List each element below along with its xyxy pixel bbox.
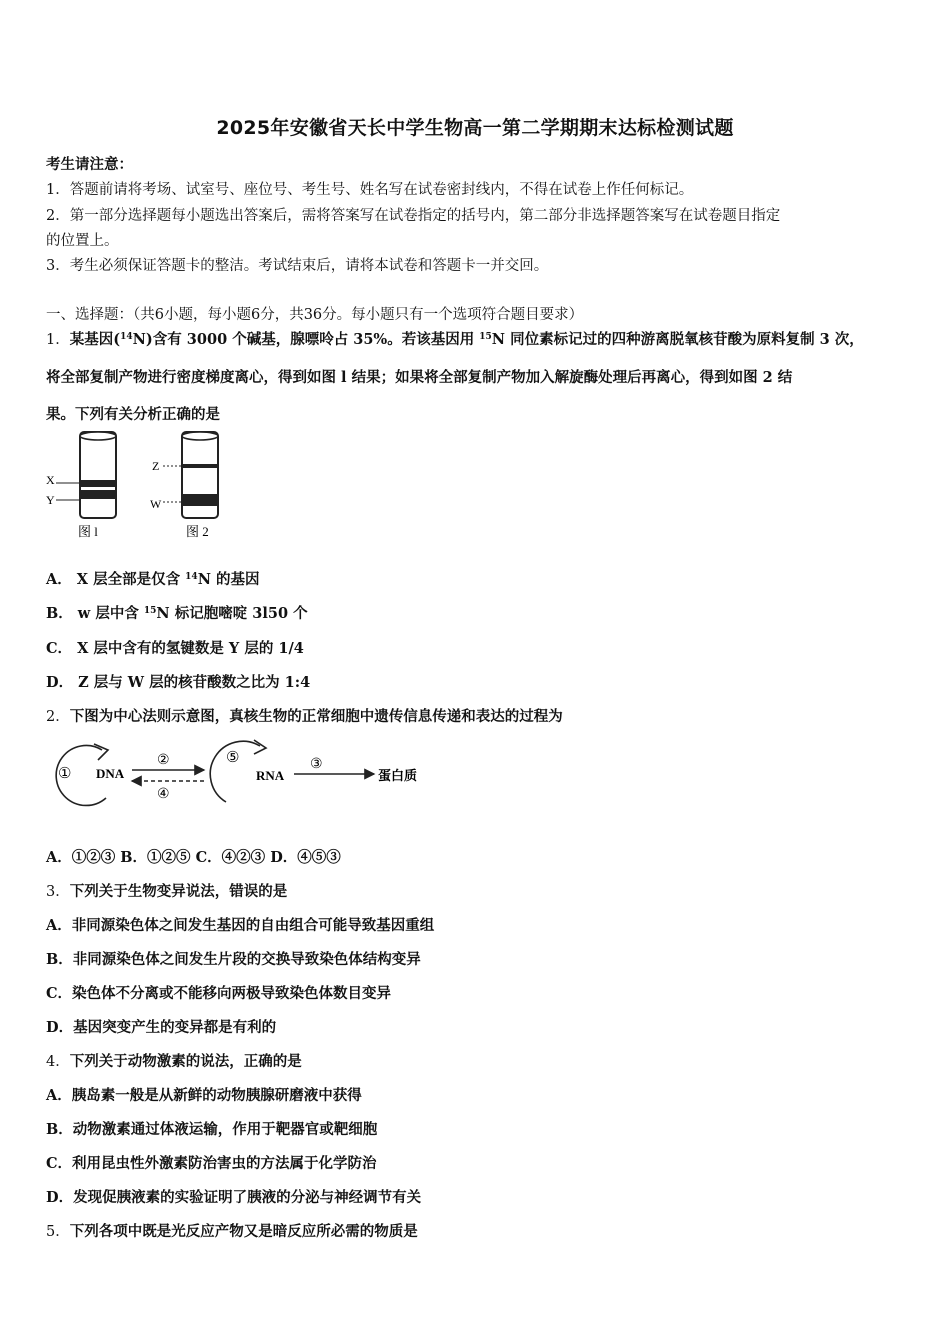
q4-option-c: C．利用昆虫性外激素防治害虫的方法属于化学防治 [46,1155,377,1172]
question-number: 1． [46,332,70,348]
q1-option-a [46,568,260,589]
question-number: 3． [46,884,70,900]
question-1-line-2: 将全部复制产物进行密度梯度离心，得到如图 l 结果；如果将全部复制产物加入解旋酶处理后再离心，得到如图 2 结 [46,369,793,386]
label-w: W [150,497,162,511]
figure-1-caption: 图 l [78,524,98,539]
question-number: 2． [46,709,70,725]
q3-option-c: C．染色体不分离或不能移向两极导致染色体数目变异 [46,985,392,1002]
notice-item: 1．答题前请将考场、试室号、座位号、考生号、姓名写在试卷密封线内，不得在试卷上作任何标记。 [46,182,694,198]
label-x: X [46,473,55,487]
circle-2: ② [157,753,170,768]
q3-option-a: A．非同源染色体之间发生基因的自由组合可能导致基因重组 [46,917,435,934]
centrifuge-tubes-figure [40,428,240,546]
question-4 [46,1050,302,1071]
question-number: 4． [46,1054,70,1070]
notice-heading: 考生请注意： [46,156,133,173]
central-dogma-diagram [44,736,424,814]
question-text: 下列关于动物激素的说法，正确的是 [69,1053,302,1070]
q1-option-b [46,602,308,623]
question-3 [46,880,287,901]
q1-text: N 同位素标记过的四种游离脱氧核苷酸为原料复制 3 次， [491,331,864,348]
q1-text: 某基因( [69,331,121,348]
rna-replication-arrowhead [254,740,266,754]
q1-sup: 14 [120,332,133,342]
q1-sup: 15 [479,332,492,342]
section-heading: 一、选择题：（共6小题，每小题6分，共36分。每小题只有一个选项符合题目要求） [46,307,584,323]
question-2 [46,705,563,726]
option-text: N 的基因 [197,571,260,588]
question-text: 下列关于生物变异说法，错误的是 [69,883,288,900]
circle-4: ④ [157,787,170,802]
tube-2 [182,432,218,518]
dna-label: DNA [96,766,125,781]
notice-item: 3．考生必须保证答题卡的整洁。考试结束后，请将本试卷和答题卡一并交回。 [46,258,549,274]
circle-5: ⑤ [226,750,240,766]
q3-option-b: B．非同源染色体之间发生片段的交换导致染色体结构变异 [46,951,421,968]
figure-2-caption: 图 2 [186,524,209,539]
q1-option-c: C． X 层中含有的氢键数是 Y 层的 1/4 [46,640,304,657]
q4-option-d: D．发现促胰液素的实验证明了胰液的分泌与神经调节有关 [46,1189,422,1206]
q1-option-d: D． Z 层与 W 层的核苷酸数之比为 1:4 [46,674,311,691]
option-sup: 14 [185,572,198,582]
q4-option-a: A．胰岛素一般是从新鲜的动物胰腺研磨液中获得 [46,1087,362,1104]
option-text: N 标记胞嘧啶 3l50 个 [156,605,308,622]
question-number: 5． [46,1224,70,1240]
exam-title: 2025年安徽省天长中学生物高一第二学期期末达标检测试题 [216,117,734,139]
label-y: Y [46,493,55,507]
notice-item: 2．第一部分选择题每小题选出答案后，需将答案写在试卷指定的括号内，第二部分非选择题答案写在试卷题目指定 [46,208,781,224]
circle-3: ③ [310,757,323,772]
option-text: A． X 层全部是仅含 [46,571,186,588]
q2-options: A．①②③ B．①②⑤ C．④②③ D．④⑤③ [46,849,341,866]
notice-item: 的位置上。 [46,233,119,249]
option-text: B． w 层中含 [46,605,144,622]
q1-text: N)含有 3000 个碱基，腺嘌呤占 35%。若该基因用 [132,331,480,348]
question-1-line-3: 果。下列有关分析正确的是 [46,406,220,423]
circle-1: ① [58,766,72,782]
question-text: 下图为中心法则示意图，真核生物的正常细胞中遗传信息传递和表达的过程为 [69,708,563,725]
tube-1 [80,432,116,518]
label-z: Z [152,459,160,473]
rna-label: RNA [256,768,285,783]
option-sup: 15 [143,606,157,616]
question-1-line-1 [46,328,864,349]
question-5 [46,1220,418,1241]
protein-label: 蛋白质 [378,768,418,783]
question-text: 下列各项中既是光反应产物又是暗反应所必需的物质是 [69,1223,418,1240]
q3-option-d: D．基因突变产生的变异都是有利的 [46,1019,277,1036]
q4-option-b: B．动物激素通过体液运输，作用于靶器官或靶细胞 [46,1121,378,1138]
